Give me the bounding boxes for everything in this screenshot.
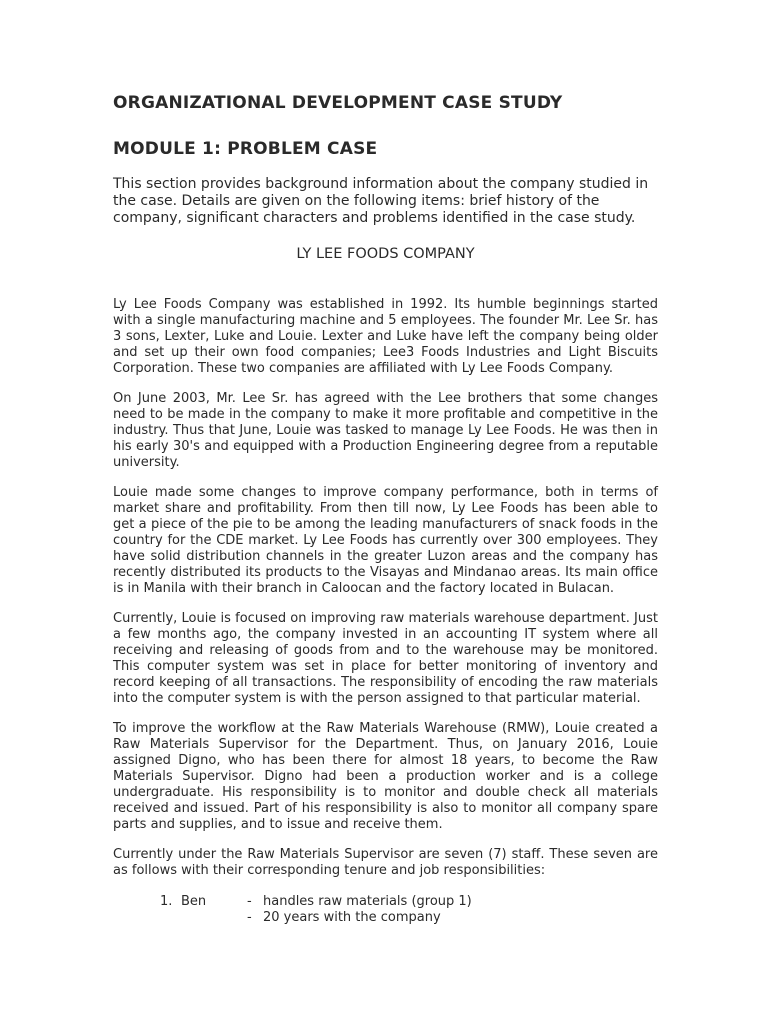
module-heading: MODULE 1: PROBLEM CASE (113, 139, 378, 159)
company-heading: LY LEE FOODS COMPANY (296, 246, 475, 262)
paragraph-changes: On June 2003, Mr. Lee Sr. has agreed with the Lee brothers that some changes need to be made in the company to make it more profitable and competitive in the industry. Thus that June, Louie was tasked to manage Ly Lee Foods. He was then in his early 30's and equipped with a Production Engineering degree from a reputable university. (113, 391, 658, 470)
staff-name: Ben (181, 894, 207, 909)
paragraph-history: Ly Lee Foods Company was established in 1992. Its humble beginnings started with a single manufacturing machine and 5 employees. The founder Mr. Lee Sr. has 3 sons, Lexter, Luke and Louie. Lexter and Luke have left the company being older and set up their own food companies; Lee3 Foods Industries and Light Biscuits Corporation. These two companies are affiliated with Ly Lee Foods Company. (113, 297, 658, 376)
paragraph-warehouse: Currently, Louie is focused on improving raw materials warehouse department. Just a few months ago, the company invested in an accounting IT system where all receiving and releasing of goods from and to the warehouse may be monitored. This computer system was set in place for better monitoring of inventory and record keeping of all transactions. The responsibility of encoding the raw materials into the computer system is with the person assigned to that particular material. (113, 611, 658, 706)
paragraph-staff-intro: Currently under the Raw Materials Supervisor are seven (7) staff. These seven are as follows with their corresponding tenure and job responsibilities: (113, 847, 658, 878)
staff-detail: handles raw materials (group 1) (263, 894, 472, 909)
paragraph-performance: Louie made some changes to improve company performance, both in terms of market share and profitability. From then till now, Ly Lee Foods has been able to get a piece of the pie to be among the leading manufacturers of snack foods in the country for the CDE market. Ly Lee Foods has currently over 300 employees. They have solid distribution channels in the greater Luzon areas and the company has recently distributed its products to the Visayas and Mindanao areas. Its main office is in Manila with their branch in Caloocan and the factory located in Bulacan. (113, 485, 658, 596)
paragraph-supervisor: To improve the workflow at the Raw Materials Warehouse (RMW), Louie created a Raw Materials Supervisor for the Department. Thus, on January 2016, Louie assigned Digno, who has been there for almost 18 years, to become the Raw Materials Supervisor. Digno had been a production worker and is a college undergraduate. His responsibility is to monitor and double check all materials received and issued. Part of his responsibility is also to monitor all company spare parts and supplies, and to issue and receive them. (113, 721, 658, 832)
staff-dash: - (247, 894, 252, 909)
case-body (113, 297, 658, 893)
staff-detail: 20 years with the company (263, 910, 441, 925)
staff-number: 1. (160, 894, 173, 909)
staff-dash: - (247, 910, 252, 925)
intro-paragraph: This section provides background information about the company studied in the case. Details are given on the following items: brief history of the company, significant characters and problems identified in the case study. (113, 176, 649, 226)
document-title: ORGANIZATIONAL DEVELOPMENT CASE STUDY (113, 93, 563, 113)
